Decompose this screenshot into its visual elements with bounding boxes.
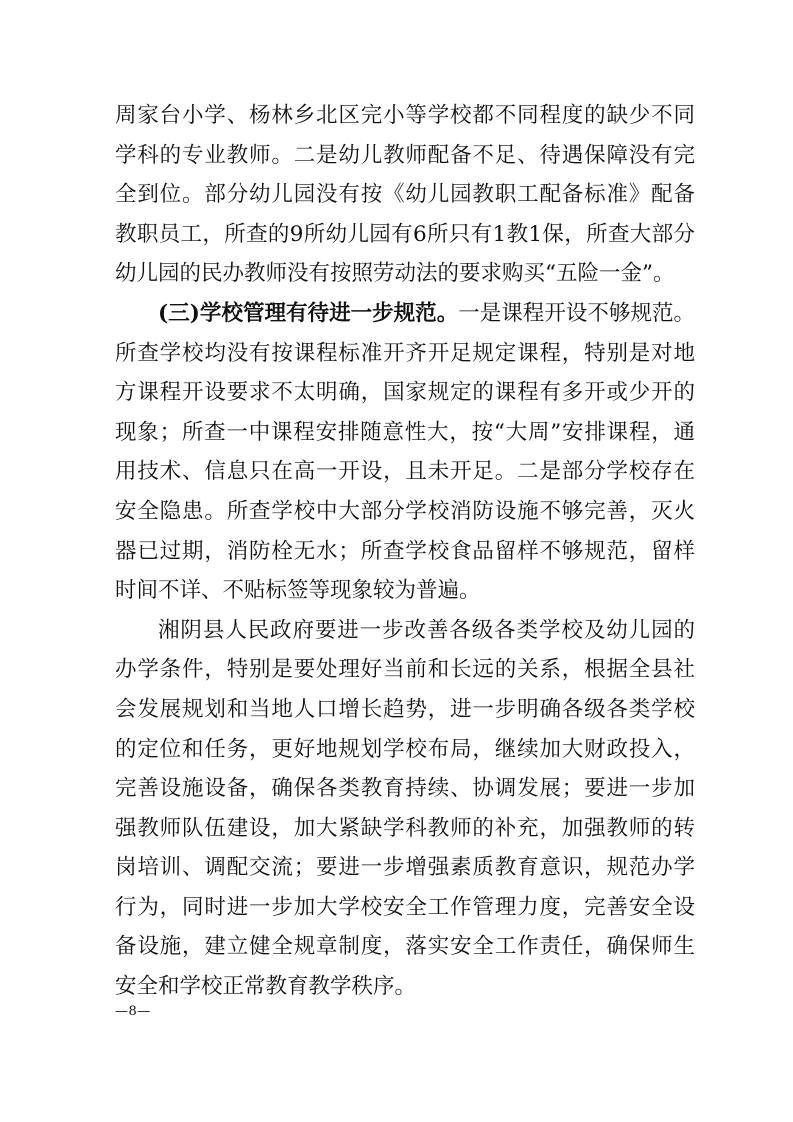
paragraph-1-text: 周家台小学、杨林乡北区完小等学校都不同程度的缺少不同学科的专业教师。二是幼儿教师配备不足、待遇保障没有完全到位。部分幼儿园没有按《幼儿园教职工配备标准》配备教职员工，所查的9所幼儿园有6所只有1教1保，所查大部分幼儿园的民办教师没有按照劳动法的要求购买“五险一金”。 (115, 103, 695, 287)
body-text (115, 96, 695, 1007)
page-number: —8— (115, 1004, 151, 1019)
paragraph-recommendations (115, 611, 695, 1007)
section-heading-school-management: (三)学校管理有待进一步规范。 (158, 300, 459, 326)
paragraph-continued (115, 96, 695, 294)
paragraph-school-management (115, 294, 695, 611)
paragraph-2-text: 一是课程开设不够规范。所查学校均没有按课程标准开齐开足规定课程，特别是对地方课程开设要求不太明确，国家规定的课程有多开或少开的现象；所查一中课程安排随意性大，按“大周”安排课程，通用技术、信息只在高一开设，且未开足。二是部分学校存在安全隐患。所查学校中大部分学校消防设施不够完善，灭火器已过期，消防栓无水；所查学校食品留样不够规范，留样时间不详、不贴标签等现象较为普遍。 (115, 300, 695, 604)
paragraph-3-text: 湘阴县人民政府要进一步改善各级各类学校及幼儿园的办学条件，特别是要处理好当前和长远的关系，根据全县社会发展规划和当地人口增长趋势，进一步明确各级各类学校的定位和任务，更好地规划学校布局，继续加大财政投入，完善设施设备，确保各类教育持续、协调发展；要进一步加强教师队伍建设，加大紧缺学科教师的补充，加强教师的转岗培训、调配交流；要进一步增强素质教育意识，规范办学行为，同时进一步加大学校安全工作管理力度，完善安全设备设施，建立健全规章制度，落实安全工作责任，确保师生安全和学校正常教育教学秩序。 (115, 617, 695, 1000)
